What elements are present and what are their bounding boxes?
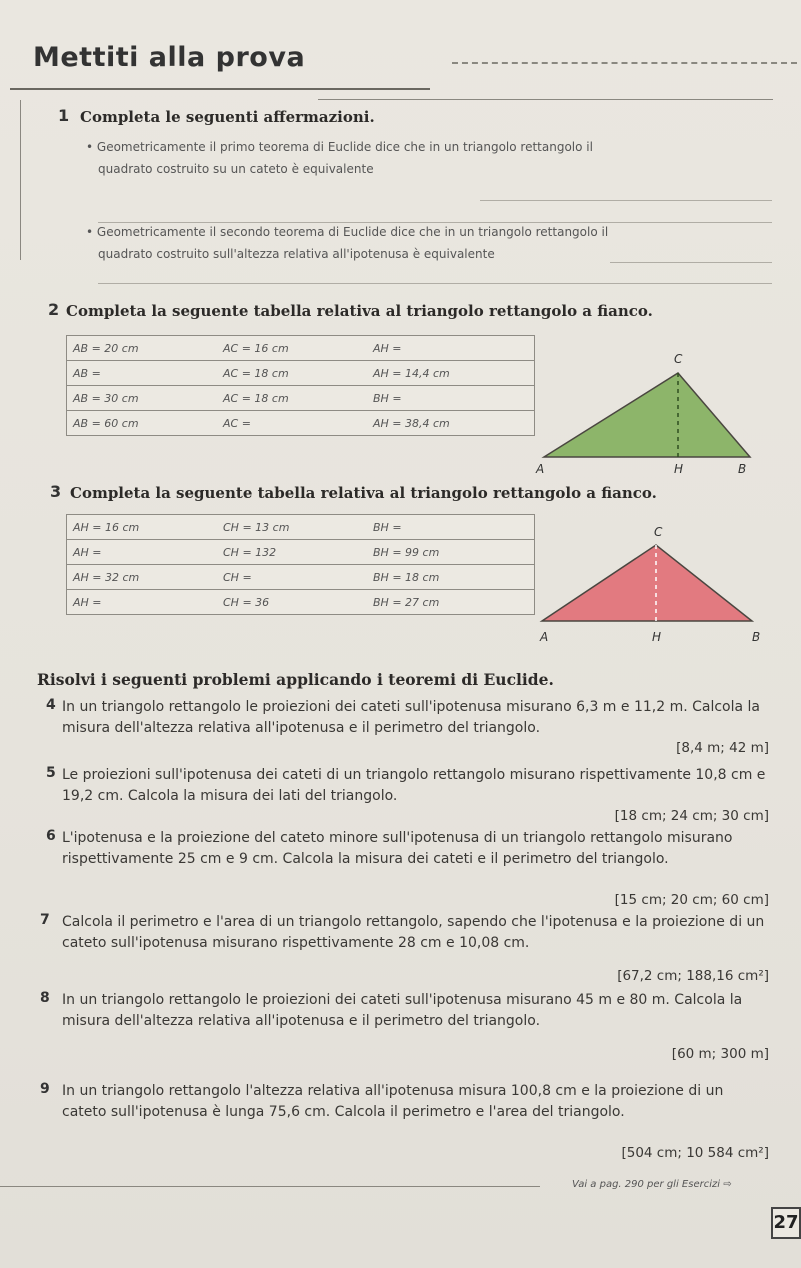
problem-7-answer: [67,2 cm; 188,16 cm²]	[617, 968, 769, 984]
problem-4-text: In un triangolo rettangolo le proiezioni dei cateti sull'ipotenusa misurano 6,3 m e 11,2 m. Calcola la misura dell'altezza relativa all'ipotenusa e il perimetro del triangolo.	[62, 699, 761, 736]
ex1-statement-1	[86, 136, 776, 180]
problem-7-text: Calcola il perimetro e l'area di un triangolo rettangolo, sapendo che l'ipotenusa e la proiezione di un cateto sull'ipotenusa misurano rispettivamente 28 cm e 10,08 cm.	[62, 914, 765, 951]
table-cell[interactable]: CH =	[217, 565, 367, 590]
ex3-label-h: H	[652, 630, 662, 644]
dashed-divider	[452, 62, 797, 64]
table-cell[interactable]: AB = 60 cm	[67, 411, 218, 436]
ex3-label-c: C	[654, 525, 663, 539]
box-top-rule	[318, 99, 773, 100]
table-cell[interactable]: AC = 16 cm	[217, 336, 367, 361]
arrow-right-icon: ⇨	[723, 1179, 732, 1190]
exercise-2-heading: Completa la seguente tabella relativa al triangolo rettangolo a fianco.	[66, 302, 653, 320]
table-cell[interactable]: BH =	[367, 515, 535, 540]
table-row	[67, 336, 535, 361]
ex1-statement-2-line1: Geometricamente il secondo teorema di Euclide dice che in un triangolo rettangolo il	[96, 225, 609, 239]
ex3-triangle-shape	[542, 545, 752, 621]
table-cell[interactable]: AH =	[67, 540, 218, 565]
ex2-label-b: B	[738, 462, 747, 476]
problem-8-text: In un triangolo rettangolo le proiezioni dei cateti sull'ipotenusa misurano 45 m e 80 m. Calcola la misura dell'altezza relativa all'ipotenusa e il perimetro del triangolo.	[62, 992, 743, 1029]
ex2-table	[66, 335, 535, 436]
answer-line	[610, 262, 772, 263]
ex3-table	[66, 514, 535, 615]
table-cell[interactable]: CH = 36	[217, 590, 367, 615]
table-row	[67, 411, 535, 436]
problem-8-answer: [60 m; 300 m]	[671, 1046, 769, 1062]
problem-8-number: 8	[40, 990, 50, 1006]
table-row	[67, 565, 535, 590]
bullet-icon: •	[86, 140, 97, 154]
table-row	[67, 515, 535, 540]
exercise-1-heading: Completa le seguenti affermazioni.	[80, 108, 375, 126]
ex2-triangle-shape	[544, 373, 750, 457]
problems-heading: Risolvi i seguenti problemi applicando i teoremi di Euclide.	[37, 670, 554, 689]
answer-line	[98, 283, 772, 284]
table-cell[interactable]: BH = 99 cm	[367, 540, 535, 565]
table-cell[interactable]: BH = 27 cm	[367, 590, 535, 615]
problem-5-text: Le proiezioni sull'ipotenusa dei cateti di un triangolo rettangolo misurano rispettivamente 10,8 cm e 19,2 cm. Calcola la misura dei lati del triangolo.	[62, 767, 766, 804]
exercise-2-number: 2	[48, 300, 60, 319]
problem-9-number: 9	[40, 1081, 50, 1097]
answer-line	[480, 200, 772, 201]
ex1-statement-2	[86, 221, 776, 265]
ex2-label-a: A	[536, 462, 545, 476]
ex1-statement-1-line1: Geometricamente il primo teorema di Euclide dice che in un triangolo rettangolo il	[96, 140, 593, 154]
table-cell[interactable]: AH = 32 cm	[67, 565, 218, 590]
exercise-1-number: 1	[58, 106, 70, 125]
section-title: Mettiti alla prova	[33, 42, 306, 73]
footer-rule	[0, 1186, 540, 1187]
exercise-3-heading: Completa la seguente tabella relativa al triangolo rettangolo a fianco.	[70, 484, 657, 502]
table-cell[interactable]: AH = 16 cm	[67, 515, 218, 540]
table-row	[67, 361, 535, 386]
table-cell[interactable]: AB = 30 cm	[67, 386, 218, 411]
table-cell[interactable]: AH = 38,4 cm	[367, 411, 535, 436]
ex2-label-h: H	[674, 462, 684, 476]
footer-note-text: Vai a pag. 290 per gli Esercizi	[572, 1179, 721, 1190]
footer-note[interactable]	[572, 1179, 732, 1190]
page-number: 27	[771, 1207, 801, 1239]
problem-9-text: In un triangolo rettangolo l'altezza relativa all'ipotenusa misura 100,8 cm e la proiezione di un cateto sull'ipotenusa è lunga 75,6 cm. Calcola il perimetro e l'area del triangolo.	[62, 1083, 724, 1120]
ex1-statement-1-line2: quadrato costruito su un cateto è equivalente	[98, 162, 374, 176]
ex1-statement-2-line2: quadrato costruito sull'altezza relativa all'ipotenusa è equivalente	[98, 247, 495, 261]
table-cell[interactable]: AB = 20 cm	[67, 336, 218, 361]
ex2-label-c: C	[674, 352, 683, 366]
title-underline	[10, 88, 430, 90]
ex3-label-b: B	[752, 630, 761, 644]
table-cell[interactable]: AB =	[67, 361, 218, 386]
table-cell[interactable]: CH = 13 cm	[217, 515, 367, 540]
table-cell[interactable]: AH = 14,4 cm	[367, 361, 535, 386]
box-left-border	[20, 100, 21, 260]
problem-9-answer: [504 cm; 10 584 cm²]	[621, 1145, 769, 1161]
table-row	[67, 540, 535, 565]
problem-6-answer: [15 cm; 20 cm; 60 cm]	[614, 892, 769, 908]
table-row	[67, 590, 535, 615]
problem-5-answer: [18 cm; 24 cm; 30 cm]	[614, 808, 769, 824]
problem-4-number: 4	[46, 697, 56, 713]
ex3-label-a: A	[540, 630, 549, 644]
problem-4-answer: [8,4 m; 42 m]	[676, 740, 769, 756]
table-cell[interactable]: BH = 18 cm	[367, 565, 535, 590]
table-cell[interactable]: AC = 18 cm	[217, 386, 367, 411]
table-cell[interactable]: BH =	[367, 386, 535, 411]
table-cell[interactable]: AC = 18 cm	[217, 361, 367, 386]
table-cell[interactable]: AH =	[367, 336, 535, 361]
problem-6-text: L'ipotenusa e la proiezione del cateto minore sull'ipotenusa di un triangolo rettangolo misurano rispettivamente 25 cm e 9 cm. Calcola la misura dei cateti e il perimetro del triangolo.	[62, 830, 733, 867]
bullet-icon: •	[86, 225, 97, 239]
problem-5-number: 5	[46, 765, 56, 781]
table-row	[67, 386, 535, 411]
table-cell[interactable]: AC =	[217, 411, 367, 436]
problem-6-number: 6	[46, 828, 56, 844]
ex3-triangle-figure	[538, 525, 758, 635]
table-cell[interactable]: CH = 132	[217, 540, 367, 565]
problem-7-number: 7	[40, 912, 50, 928]
table-cell[interactable]: AH =	[67, 590, 218, 615]
exercise-3-number: 3	[50, 482, 62, 501]
ex2-triangle-figure	[538, 345, 758, 475]
